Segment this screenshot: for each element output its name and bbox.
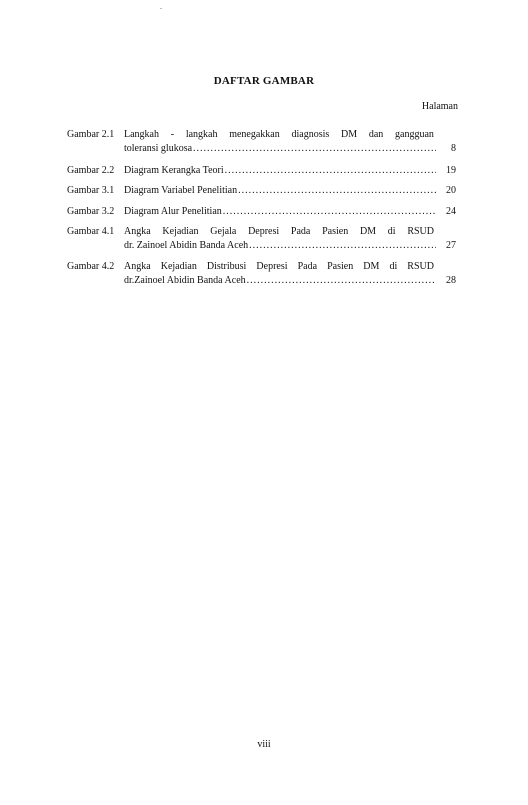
dot-leader xyxy=(225,164,436,177)
figure-title-line1: Langkah - langkah menegakkan diagnosis DM dan gangguan xyxy=(124,129,434,140)
dot-leader xyxy=(193,142,436,155)
figure-label: Gambar 2.2 xyxy=(67,165,115,176)
dot-leader xyxy=(249,239,436,252)
figure-label: Gambar 2.1 xyxy=(67,129,115,140)
figure-title-line2: dr.Zainoel Abidin Banda Aceh ..... 28 xyxy=(124,274,456,287)
figure-page-number: 24 xyxy=(446,206,456,217)
figure-title-line: Diagram Alur Penelitian ..... 24 xyxy=(124,205,456,218)
page-title: DAFTAR GAMBAR xyxy=(213,75,315,87)
dot-leader xyxy=(247,274,436,287)
footer-page-number: viii xyxy=(257,739,271,750)
dot-leader xyxy=(223,205,436,218)
figure-title-line1: Angka Kejadian Gejala Depresi Pada Pasien DM di RSUD xyxy=(124,226,434,237)
figure-title-line2: toleransi glukosa ..... 8 xyxy=(124,142,456,155)
figure-title-line1: Angka Kejadian Distribusi Depresi Pada Pasien DM di RSUD xyxy=(124,261,434,272)
figure-title-line: Diagram Variabel Penelitian ..... 20 xyxy=(124,184,456,197)
scan-speck xyxy=(160,8,162,9)
figure-page-number: 28 xyxy=(446,275,456,286)
figure-label: Gambar 4.2 xyxy=(67,261,115,272)
figure-page-number: 19 xyxy=(446,165,456,176)
figure-title-line: Diagram Kerangka Teori ..... 19 xyxy=(124,164,456,177)
figure-label: Gambar 3.2 xyxy=(67,206,115,217)
figure-page-number: 27 xyxy=(446,240,456,251)
figure-title-line2: dr. Zainoel Abidin Banda Aceh ..... 27 xyxy=(124,239,456,252)
figure-label: Gambar 3.1 xyxy=(67,185,115,196)
figure-page-number: 8 xyxy=(451,143,456,154)
dot-leader xyxy=(238,184,436,197)
page-column-header: Halaman xyxy=(421,101,458,112)
figure-label: Gambar 4.1 xyxy=(67,226,115,237)
figure-page-number: 20 xyxy=(446,185,456,196)
